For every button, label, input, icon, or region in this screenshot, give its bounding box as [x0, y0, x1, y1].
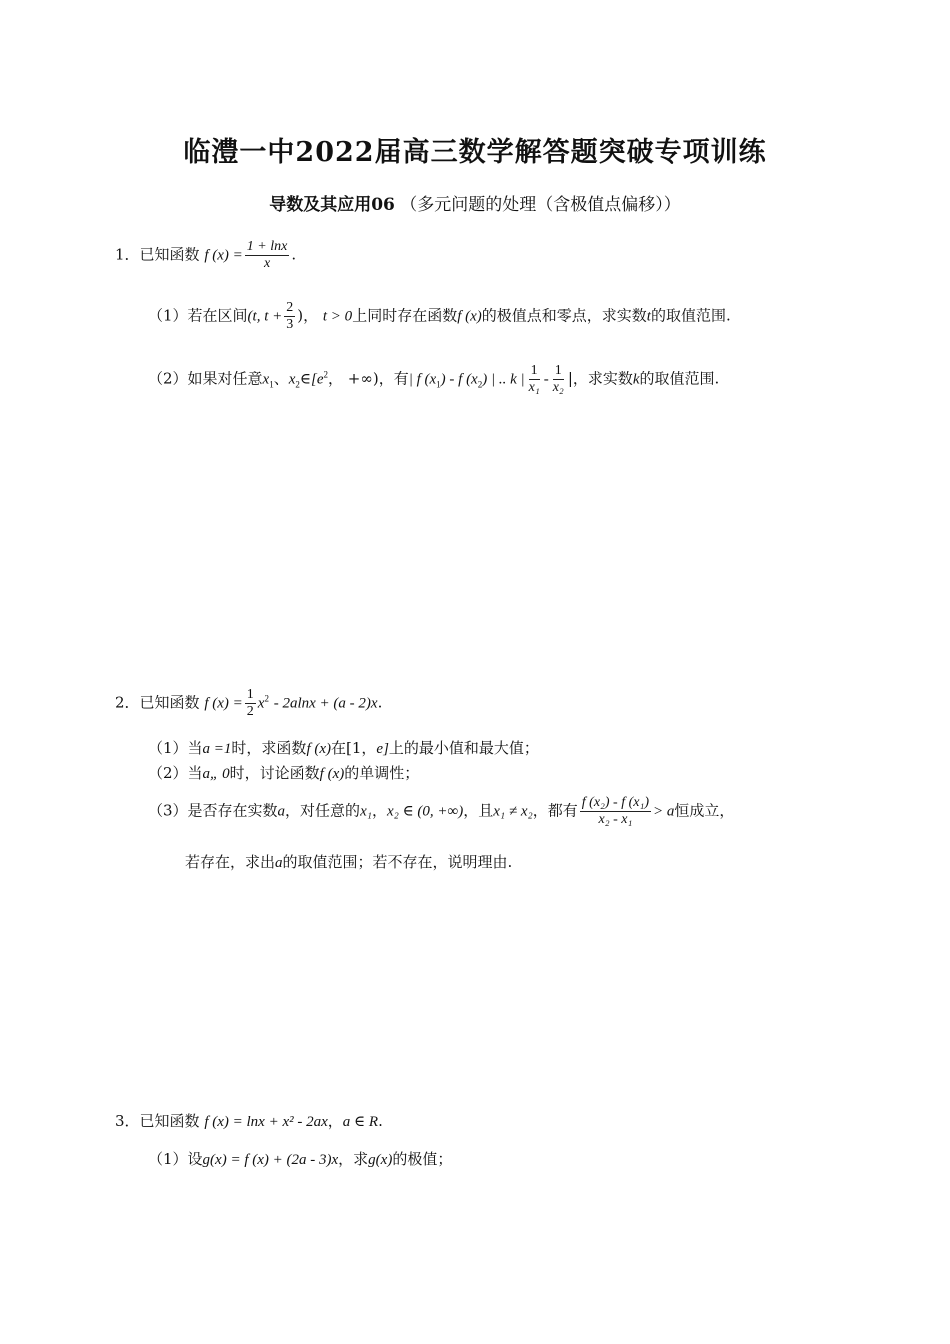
problem-1-fraction: [245, 239, 290, 272]
problem-2-label: 2．已知函数: [115, 693, 200, 712]
superscript: 2: [323, 369, 329, 380]
math-expr: a„ 0: [202, 766, 230, 782]
part-fraction-1: [527, 363, 542, 396]
part-label: （3）是否存在实数: [148, 801, 278, 820]
frac-denominator: 2: [246, 704, 254, 719]
math-expr: f (x) =: [204, 695, 243, 712]
math-expr: f (x): [319, 766, 345, 782]
subscript: 1: [269, 379, 274, 390]
problem-3-statement: [115, 1110, 383, 1133]
difference-quotient: [580, 795, 651, 828]
problem-1-lhs: f (x) =: [204, 247, 243, 264]
text: 的取值范围.: [639, 369, 720, 388]
math-expr: f (x) = lnx + x² - 2ax: [204, 1114, 328, 1130]
frac-denominator: x₂: [552, 380, 564, 395]
frac-numerator: 1 + lnx: [246, 239, 288, 254]
math-expr: a =1: [202, 741, 232, 757]
problem-2-fraction: [245, 687, 256, 720]
problem-2-part-1: [148, 737, 539, 760]
math-expr: a ∈ R: [342, 1114, 379, 1130]
problem-3-label: 3．已知函数: [115, 1112, 200, 1130]
subscript: 2: [295, 379, 300, 390]
text: ，: [327, 1112, 343, 1130]
frac-denominator: x₁: [528, 380, 540, 395]
math-expr: ) - f (x: [440, 371, 478, 388]
frac-denominator: 3: [286, 317, 294, 332]
subtitle-topic: 导数及其应用06: [269, 195, 395, 215]
text: ，求: [338, 1150, 369, 1168]
superscript: 2: [264, 693, 269, 704]
math-expr: g(x) = f (x) + (2a - 3)x: [202, 1152, 339, 1168]
text: 上的最小值和最大值；: [388, 739, 539, 757]
text: ，且: [463, 801, 494, 820]
math-expr: (t, t +: [247, 308, 283, 325]
page-subtitle: [0, 190, 950, 215]
text: 恒成立，: [674, 801, 735, 820]
text: ，对任意的: [285, 801, 361, 820]
math-expr: ∈[e: [299, 371, 324, 388]
period: .: [378, 1112, 383, 1130]
part-label: （1）当: [148, 739, 203, 757]
text: 、: [273, 369, 289, 388]
math-var: a: [277, 803, 286, 820]
math-var: x: [257, 695, 265, 712]
math-expr: x₂ ∈ (0, +∞): [386, 803, 464, 820]
page-title: 临澧一中2022届高三数学解答题突破专项训练: [183, 137, 767, 168]
text: 的极值；: [392, 1150, 453, 1168]
problem-2-part-3-continued: [185, 851, 512, 874]
math-expr: t: [646, 308, 651, 325]
operator: -: [543, 371, 549, 388]
problem-2-part-2: [148, 762, 419, 785]
math-var: x: [288, 371, 296, 388]
text: 上同时存在函数: [352, 306, 458, 325]
subscript: 2: [477, 379, 483, 390]
math-var: x₁: [360, 803, 372, 820]
frac-numerator: f (x₂) - f (x₁): [581, 795, 650, 810]
problem-1-statement: [115, 239, 296, 272]
math-var: x: [262, 371, 270, 388]
math-var: k: [632, 371, 640, 388]
math-var: a: [275, 855, 283, 871]
math-expr: f (x): [306, 741, 332, 757]
text: 的取值范围；若不存在，说明理由.: [282, 853, 513, 871]
text: 若存在，求出: [185, 853, 276, 871]
problem-3-part-1: [148, 1148, 452, 1171]
part-label: （1）设: [148, 1150, 203, 1168]
period: .: [291, 245, 297, 264]
math-expr: e]: [376, 741, 389, 757]
text: 的取值范围.: [650, 306, 731, 325]
frac-numerator: 1: [530, 363, 538, 378]
frac-numerator: 1: [554, 363, 562, 378]
text: ， +∞)，有: [328, 369, 409, 388]
problem-2-statement: [115, 687, 382, 720]
part-fraction-2: [551, 363, 566, 396]
text: |，求实数: [567, 369, 633, 388]
text: ，都有: [532, 801, 578, 820]
frac-denominator: x₂ - x₁: [598, 812, 633, 827]
math-expr: - 2alnx + (a - 2)x: [273, 695, 378, 712]
text: 的极值点和零点，求实数: [481, 306, 647, 325]
text: 时，求函数: [231, 739, 307, 757]
text: 的单调性；: [344, 764, 420, 782]
part-label: （2）当: [148, 764, 203, 782]
subscript: 1: [436, 379, 441, 390]
frac-denominator: x: [263, 256, 271, 271]
problem-2-part-3: [148, 795, 734, 828]
problem-1-part-1: [148, 300, 731, 333]
text: 时，讨论函数: [229, 764, 320, 782]
part-fraction: [284, 300, 295, 333]
math-expr: ) | .. k |: [482, 371, 525, 388]
frac-numerator: 2: [286, 300, 294, 315]
part-label: （2）如果对任意: [148, 369, 263, 388]
subtitle-detail: （多元问题的处理（含极值点偏移））: [400, 195, 681, 215]
period: .: [377, 693, 383, 712]
math-expr: | f (x: [408, 371, 437, 388]
part-label: （1）若在区间: [148, 306, 248, 325]
text: )，: [297, 306, 319, 325]
math-expr: f (x): [457, 308, 482, 325]
problem-1-label: 1．已知函数: [115, 245, 200, 264]
problem-1-part-2: [148, 363, 719, 396]
math-expr: x₁ ≠ x₂: [493, 803, 533, 820]
text: ，: [371, 801, 387, 820]
math-expr: t > 0: [322, 308, 353, 325]
frac-numerator: 1: [246, 687, 254, 702]
math-expr: g(x): [368, 1152, 393, 1168]
math-expr: > a: [653, 803, 675, 820]
text: 在[1，: [331, 739, 377, 757]
